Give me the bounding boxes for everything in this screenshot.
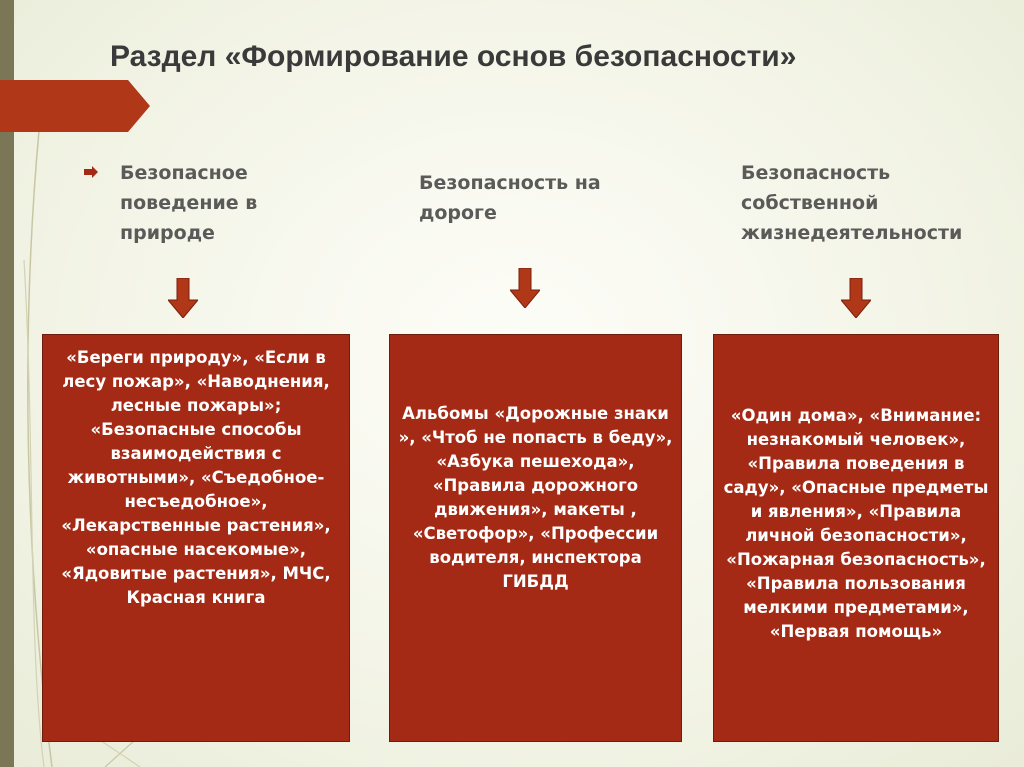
content-box-road — [389, 334, 682, 742]
content-text-personal: «Один дома», «Внимание: незнакомый человек», «Правила поведения в саду», «Опасные предметы и явления», «Правила личной безопасности», «Пожарная безопасность», «Правила пользования мелкими предметами», «Первая помощь» — [723, 406, 989, 641]
column-heading-road: Безопасность на дороге — [419, 172, 601, 224]
content-text-road: Альбомы «Дорожные знаки », «Чтоб не попасть в беду», «Азбука пешехода», «Правила дорожного движения», макеты , «Светофор», «Профессии водителя, инспектора ГИБДД — [398, 404, 673, 591]
arrow-bullet-icon — [84, 166, 98, 178]
title-accent-tag — [0, 80, 150, 132]
slide-title: Раздел «Формирование основ безопасности» — [110, 40, 797, 73]
down-arrow-icon — [841, 278, 871, 318]
column-heading-nature: Безопасное поведение в природе — [120, 162, 258, 244]
down-arrow-icon — [168, 278, 198, 318]
content-box-personal — [713, 334, 999, 742]
down-arrow-icon — [510, 268, 540, 308]
column-heading-personal: Безопасность собственной жизнедеятельности — [741, 162, 963, 244]
content-text-nature: «Береги природу», «Если в лесу пожар», «Наводнения, лесные пожары»; «Безопасные способы взаимодействия с животными», «Съедобное-несъедобное», «Лекарственные растения», «опасные насекомые», «Ядовитые растения», МЧС, Красная книга — [61, 348, 331, 607]
content-box-nature — [42, 334, 350, 742]
